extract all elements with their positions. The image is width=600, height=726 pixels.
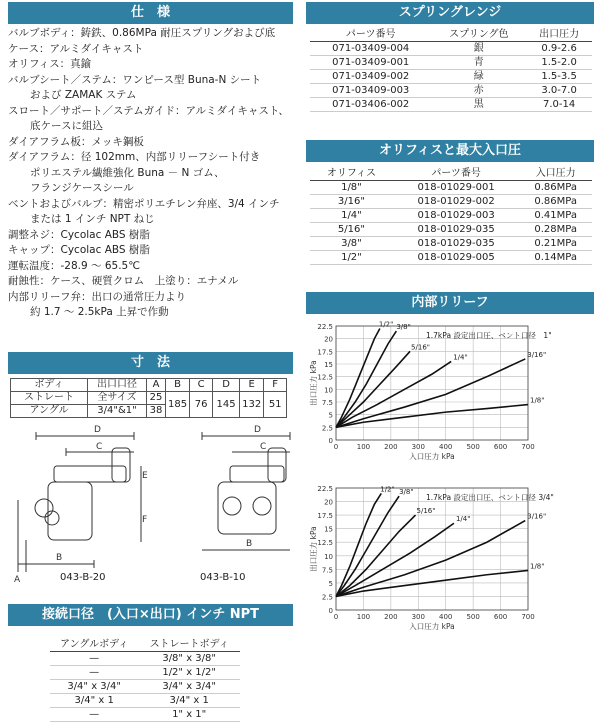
- table-cell: 1/4": [310, 209, 393, 223]
- spec-line: ポリエステル繊維強化 Buna － N ゴム、: [30, 166, 225, 179]
- dims-col-d: D: [213, 379, 240, 392]
- spec-line: スロート／サポート／ステムガイド：アルミダイキャスト、: [8, 104, 289, 117]
- letter-b-2: B: [246, 539, 253, 549]
- x-tick-label: 700: [521, 443, 535, 451]
- table-row: [310, 251, 592, 265]
- dims-col-body: ボディ: [11, 379, 88, 392]
- spec-line: ダイアフラム：径 102mm、内部リリーフシート付き: [8, 151, 261, 163]
- series-line: [336, 405, 528, 428]
- table-cell: 黒: [431, 98, 526, 112]
- table-row: [50, 666, 240, 680]
- series-label: 5/16": [411, 343, 431, 352]
- dims-cell: 全サイズ: [88, 392, 147, 405]
- spec-list: [8, 26, 298, 321]
- spec-line: 運転温度：-28.9 ～ 65.5℃: [8, 259, 141, 272]
- y-tick-label: 12.5: [317, 373, 333, 382]
- table-cell: 0.21MPa: [519, 237, 592, 251]
- table-row: [310, 84, 592, 98]
- table-cell: 071-03409-003: [310, 84, 431, 98]
- series-line: [336, 361, 451, 427]
- figure-label-left: 043-B-20: [60, 572, 106, 583]
- spec-line: または 1 インチ NPT ねじ: [30, 213, 155, 225]
- dims-cell: 145: [213, 392, 240, 418]
- series-label: 1/2": [380, 485, 395, 494]
- table-row: [310, 56, 592, 70]
- spec-line: オリフィス：真鍮: [8, 58, 92, 70]
- spec-line: バルブボディ：鋳鉄、0.86MPa 耐圧スプリングおよび底: [8, 27, 276, 39]
- table-cell: 0.41MPa: [519, 209, 592, 223]
- col-header: 入口圧力: [519, 167, 592, 181]
- series-label: 1/4": [453, 353, 468, 362]
- series-label: 1/8": [530, 396, 545, 405]
- letter-c: C: [96, 442, 103, 452]
- y-tick-label: 17.5: [317, 348, 333, 357]
- letter-d: D: [94, 425, 101, 435]
- y-tick-label: 15: [324, 525, 333, 534]
- col-header: パーツ番号: [310, 28, 431, 42]
- table-cell: 1/2": [310, 251, 393, 265]
- dimension-drawings: [6, 422, 298, 582]
- y-tick-label: 20: [324, 498, 333, 507]
- series-label: 1/8": [530, 562, 545, 571]
- table-cell: 3/4" x 1: [50, 694, 138, 708]
- letter-b: B: [56, 553, 63, 563]
- table-cell: 3.0-7.0: [526, 84, 592, 98]
- table-cell: 緑: [431, 70, 526, 84]
- spec-line: キャップ：Cycolac ABS 樹脂: [8, 244, 150, 256]
- table-cell: 1/8": [310, 181, 393, 195]
- table-row: [310, 181, 592, 195]
- table-cell: 0.28MPa: [519, 223, 592, 237]
- table-cell: 3/8": [310, 237, 393, 251]
- series-label: 3/8": [396, 323, 411, 332]
- dims-col-f: F: [264, 379, 287, 392]
- table-cell: 0.86MPa: [519, 181, 592, 195]
- x-tick-label: 400: [439, 443, 453, 451]
- table-row: [310, 209, 592, 223]
- series-label: 3/8": [399, 488, 414, 497]
- table-cell: —: [50, 666, 138, 680]
- table-row: [50, 708, 240, 722]
- spec-line: ベントおよびバルブ：精密ポリエチレン弁座、3/4 インチ: [8, 197, 280, 210]
- table-cell: 3/8" x 3/8": [138, 652, 240, 666]
- table-cell: 銀: [431, 42, 526, 56]
- table-cell: 3/16": [310, 195, 393, 209]
- spec-line: 約 1.7 ～ 2.5kPa 上昇で作動: [30, 306, 169, 318]
- table-cell: 3/4" x 1: [138, 694, 240, 708]
- table-cell: 1.5-2.0: [526, 56, 592, 70]
- letter-c-2: C: [260, 442, 267, 452]
- dims-cell: 38: [147, 405, 166, 418]
- y-tick-label: 0: [328, 437, 333, 445]
- spec-line: 内部リリーフ弁：出口の通常圧力より: [8, 290, 186, 303]
- dims-cell: ストレート: [11, 392, 88, 405]
- dims-col-a: A: [147, 379, 166, 392]
- relief-chart-2: [306, 480, 596, 640]
- letter-a: A: [14, 575, 21, 582]
- table-row: [310, 42, 592, 56]
- table-cell: 青: [431, 56, 526, 70]
- table-row: [310, 195, 592, 209]
- dims-col-b: B: [166, 379, 190, 392]
- x-tick-label: 0: [333, 443, 339, 451]
- y-tick-label: 22.5: [317, 323, 333, 331]
- col-header: 出口圧力: [526, 28, 592, 42]
- y-tick-label: 15: [324, 361, 333, 369]
- table-cell: 1/2" x 1/2": [138, 666, 240, 680]
- spec-line: ダイアフラム板：メッキ鋼板: [8, 135, 144, 148]
- table-row: [50, 680, 240, 694]
- series-line: [336, 359, 525, 427]
- y-tick-label: 10: [324, 386, 333, 395]
- table-row: [310, 237, 592, 251]
- y-axis-label: 出口圧力 kPa: [309, 526, 318, 572]
- dims-cell: 51: [264, 392, 287, 418]
- y-tick-label: 7.5: [321, 399, 333, 407]
- table-cell: —: [50, 708, 138, 722]
- table-cell: 0.86MPa: [519, 195, 592, 209]
- table-cell: 071-03409-002: [310, 70, 431, 84]
- dims-col-c: C: [190, 379, 213, 392]
- dims-col-outlet: 出口口径: [88, 379, 147, 392]
- spec-header: 仕 様: [8, 2, 293, 24]
- y-tick-label: 12.5: [317, 539, 333, 548]
- y-tick-label: 5: [328, 411, 333, 420]
- table-cell: 018-01029-035: [393, 223, 520, 237]
- x-tick-label: 500: [466, 613, 480, 621]
- x-tick-label: 200: [384, 443, 398, 451]
- orifice-table: [310, 167, 592, 265]
- series-line: [336, 493, 381, 596]
- y-tick-label: 5: [328, 579, 333, 588]
- table-cell: 071-03409-004: [310, 42, 431, 56]
- table-cell: 071-03406-002: [310, 98, 431, 112]
- letter-e: E: [142, 471, 148, 481]
- y-tick-label: 0: [328, 607, 333, 615]
- table-cell: 5/16": [310, 223, 393, 237]
- table-cell: 3/4" x 3/4": [50, 680, 138, 694]
- table-row: [50, 694, 240, 708]
- table-cell: 赤: [431, 84, 526, 98]
- y-tick-label: 2.5: [321, 424, 333, 433]
- x-tick-label: 200: [384, 613, 398, 621]
- y-axis-label: 出口圧力 kPa: [309, 360, 318, 406]
- dims-col-e: E: [240, 379, 264, 392]
- series-label: 3/16": [527, 512, 547, 521]
- letter-f: F: [142, 515, 148, 525]
- spec-line: ケース：アルミダイキャスト: [8, 42, 144, 55]
- dims-cell: 132: [240, 392, 264, 418]
- series-label: 3/16": [527, 350, 547, 359]
- table-cell: —: [50, 652, 138, 666]
- x-axis-label: 入口圧力 kPa: [409, 452, 455, 461]
- dims-cell: 185: [166, 392, 190, 418]
- series-line: [336, 523, 454, 596]
- series-line: [336, 329, 380, 428]
- series-line: [336, 570, 528, 596]
- dims-cell: 3/4"&1": [88, 405, 147, 418]
- figure-label-right: 043-B-10: [200, 572, 246, 583]
- table-cell: 018-01029-001: [393, 181, 520, 195]
- x-tick-label: 300: [411, 613, 425, 621]
- spec-line: 調整ネジ：Cycolac ABS 樹脂: [8, 228, 150, 241]
- x-tick-label: 700: [521, 613, 535, 621]
- series-line: [336, 496, 399, 596]
- dims-cell: 25: [147, 392, 166, 405]
- table-cell: 1" x 1": [138, 708, 240, 722]
- x-tick-label: 600: [493, 443, 508, 451]
- series-label: 5/16": [416, 507, 436, 516]
- spec-line: 耐蝕性：ケース、硬質クロム 上塗り：エナメル: [8, 275, 239, 287]
- col-header: オリフィス: [310, 167, 393, 181]
- table-cell: 018-01029-002: [393, 195, 520, 209]
- y-tick-label: 22.5: [317, 485, 333, 493]
- y-tick-label: 17.5: [317, 512, 333, 521]
- relief-header: 内部リリーフ: [306, 292, 594, 314]
- x-axis-label: 入口圧力 kPa: [409, 622, 455, 631]
- x-tick-label: 100: [356, 613, 371, 621]
- x-tick-label: 300: [411, 443, 425, 451]
- spring-range-table: [310, 28, 592, 112]
- table-row: [310, 70, 592, 84]
- chart-annotation: 1.7kPa 設定出口圧、ベント口径 3/4": [426, 493, 554, 502]
- x-tick-label: 400: [439, 613, 453, 621]
- table-cell: 018-01029-035: [393, 237, 520, 251]
- dims-table: [10, 378, 287, 418]
- spec-line: バルブシート／ステム：ワンピース型 Buna-N シート: [8, 73, 262, 86]
- y-tick-label: 20: [324, 335, 333, 344]
- dims-cell: 76: [190, 392, 213, 418]
- series-label: 1/4": [455, 515, 471, 524]
- connection-table: [50, 638, 240, 722]
- series-label: 1/2": [378, 320, 394, 329]
- table-cell: 018-01029-003: [393, 209, 520, 223]
- y-tick-label: 10: [324, 552, 333, 561]
- table-cell: 3/4" x 3/4": [138, 680, 240, 694]
- y-tick-label: 2.5: [321, 593, 333, 602]
- letter-d-2: D: [254, 425, 261, 435]
- table-row: [310, 98, 592, 112]
- x-tick-label: 0: [333, 613, 339, 621]
- table-cell: 7.0-14: [526, 98, 592, 112]
- chart-annotation: 1.7kPa 設定出口圧、ベント口径 1": [426, 331, 552, 340]
- table-cell: 1.5-3.5: [526, 70, 592, 84]
- dims-cell: アングル: [11, 405, 88, 418]
- spring-range-header: スプリングレンジ: [306, 2, 594, 24]
- table-cell: 018-01029-005: [393, 251, 520, 265]
- series-line: [336, 521, 525, 597]
- series-line: [336, 331, 396, 427]
- table-row: [50, 652, 240, 666]
- col-header: パーツ番号: [393, 167, 520, 181]
- x-tick-label: 100: [356, 443, 371, 451]
- table-cell: 071-03409-001: [310, 56, 431, 70]
- table-cell: 0.9-2.6: [526, 42, 592, 56]
- relief-chart-1: [306, 318, 596, 470]
- dims-header: 寸 法: [8, 352, 293, 374]
- col-header: アングルボディ: [50, 638, 138, 652]
- spec-line: フランジケースシール: [30, 182, 134, 194]
- col-header: ストレートボディ: [138, 638, 240, 652]
- spec-line: 底ケースに組込: [30, 120, 103, 132]
- col-header: スプリング色: [431, 28, 526, 42]
- table-cell: 0.14MPa: [519, 251, 592, 265]
- x-tick-label: 600: [493, 613, 508, 621]
- y-tick-label: 7.5: [321, 566, 333, 575]
- spec-line: および ZAMAK ステム: [30, 89, 137, 101]
- x-tick-label: 500: [466, 443, 480, 451]
- table-row: [310, 223, 592, 237]
- orifice-header: オリフィスと最大入口圧: [306, 140, 594, 162]
- connection-header: 接続口径 (入口×出口) インチ NPT: [8, 604, 293, 626]
